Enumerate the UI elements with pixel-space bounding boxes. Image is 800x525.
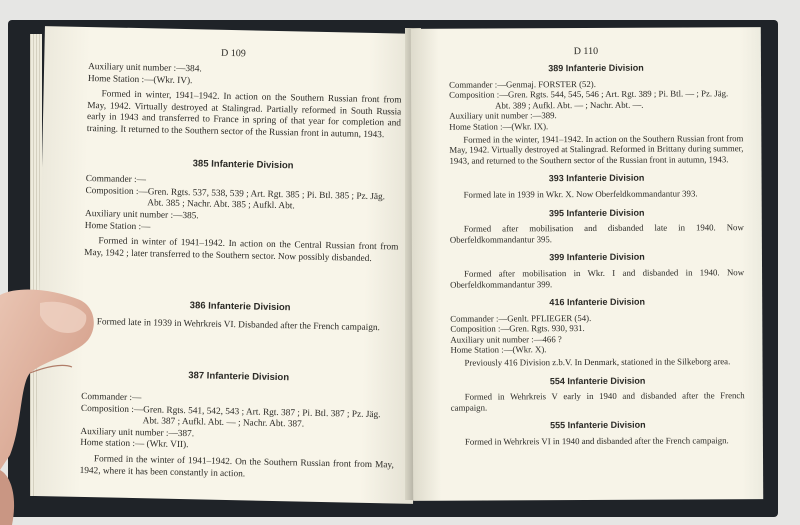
paragraph: Formed in winter of 1941–1942. In action on the Central Russian front from May, 1942 ; later transferred to the Southern sector. Now possibly disbanded. (84, 236, 399, 264)
composition-line: Composition :—Gren. Rgts. 930, 931. (450, 323, 585, 334)
aux-unit-line: Auxiliary unit number :—389. (449, 110, 557, 122)
composition-line: Composition :—Gren. Rgts. 544, 545, 546 ; Art. Rgt. 389 ; Pi. Btl. — ; Pz. Jäg. Abt. 389 ; Aufkl. Abt. — ; Nachr. Abt. —. (449, 88, 729, 111)
division-heading: 387 Infanterie Division (188, 369, 290, 383)
home-station-line: Home Station :—(Wkr. IX). (449, 121, 549, 132)
division-heading: 385 Infanterie Division (192, 157, 294, 171)
paragraph: Formed late in 1939 in Wkr. X. Now Oberfeldkommandantur 393. (463, 188, 698, 200)
paragraph: Previously 416 Division z.b.V. In Denmark, stationed in the Silkeborg area. (464, 356, 731, 368)
aux-unit-line: Auxiliary unit number :—387. (80, 426, 195, 440)
home-station-line: Home Station :— (84, 220, 151, 232)
commander-line: Commander :—Genmaj. FORSTER (52). (449, 78, 596, 90)
division-heading: 554 Infanterie Division (549, 375, 646, 386)
paragraph: Formed in the winter of 1941–1942. On the Southern Russian front from May, 1942, where it has been constantly in action. (79, 454, 394, 480)
composition-line: Composition :—Gren. Rgts. 537, 538, 539 ; Art. Rgt. 385 ; Pi. Btl. 385 ; Pz. Jäg. Abt. 385 ; Nachr. Abt. 385 ; Aufkl. Abt. (85, 185, 386, 212)
division-heading: 386 Infanterie Division (189, 300, 291, 314)
paragraph: Formed in Wehrkreis VI in 1940 and disbanded after the French campaign. (464, 435, 729, 447)
right-page (411, 27, 763, 501)
division-heading: 416 Infanterie Division (549, 296, 645, 308)
paragraph: Formed in winter, 1941–1942. In action on the Southern Russian front from May, 1942. Virtually destroyed at Stalingrad. Partially reformed in South Russia early in 1943 and transferred to France in spring of that year for completion and training. It returned to the Southern sector of the Russian front in autumn, 1943. (86, 89, 402, 141)
page-number: D 110 (573, 45, 599, 58)
home-station-line: Home station :— (Wkr. VII). (80, 438, 189, 451)
division-heading: 555 Infanterie Division (550, 420, 646, 431)
paragraph: Formed late in 1939 in Wehrkreis VI. Disbanded after the French campaign. (96, 317, 380, 334)
commander-line: Commander :—Genlt. PFLIEGER (54). (450, 312, 592, 324)
aux-unit-line: Auxiliary unit number :—385. (84, 208, 199, 222)
division-heading: 395 Infanterie Division (548, 207, 645, 218)
commander-line: Commander :— (85, 174, 147, 186)
composition-line: Composition :—Gren. Rgts. 541, 542, 543 ; Art. Rgt. 387 ; Pi. Btl. 387 ; Pz. Jäg. Abt. 387 ; Aufkl. Abt. — ; Nachr. Abt. 387. (80, 403, 381, 430)
page-number: D 109 (220, 47, 246, 60)
hand-thumb (0, 255, 100, 525)
division-heading: 389 Infanterie Division (548, 62, 644, 74)
home-station-line: Home Station :—(Wkr. X). (450, 344, 547, 356)
division-heading: 399 Infanterie Division (549, 252, 645, 263)
division-heading: 393 Infanterie Division (548, 173, 645, 184)
paragraph: Formed in the winter, 1941–1942. In action on the Southern Russian front from May, 1942. Virtually destroyed at Stalingrad. Reformed in Brittany during summer, 1943, and returned to the Southern sector of the Russian front in autumn, 1943. (449, 132, 744, 166)
paragraph: Formed after mobilisation in Wkr. I and disbanded in 1940. Now Oberfeldkommandantur 399. (450, 267, 745, 290)
aux-unit-line: Auxiliary unit number :—466 ? (450, 334, 562, 345)
paragraph: Formed in Wehrkreis V early in 1940 and disbanded after the French campaign. (450, 390, 745, 413)
commander-line: Commander :— (81, 392, 142, 404)
paragraph: Formed after mobilisation and disbanded late in 1940. Now Oberfeldkommandantur 395. (449, 222, 744, 245)
home-station-line: Home Station :—(Wkr. IV). (87, 73, 193, 86)
aux-unit-line: Auxiliary unit number :—384. (88, 62, 202, 75)
